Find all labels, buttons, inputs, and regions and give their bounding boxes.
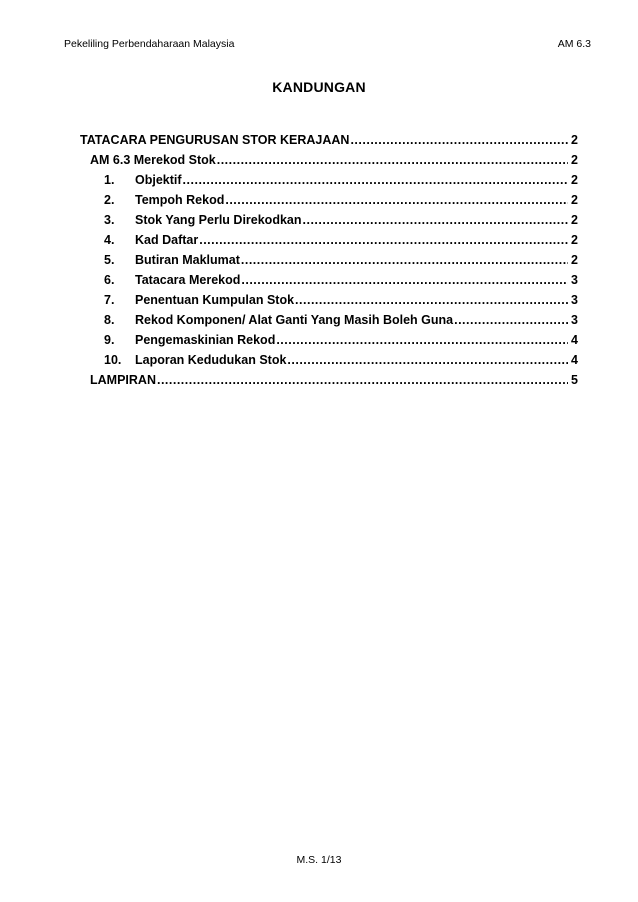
toc-leader-dots: [287, 350, 568, 370]
toc-entry-page: 2: [571, 193, 578, 207]
toc-entry-page: 3: [571, 293, 578, 307]
running-header-code: AM 6.3: [557, 38, 591, 50]
toc-entry-page: 2: [571, 253, 578, 267]
toc-entry-label: Laporan Kedudukan Stok: [135, 353, 287, 367]
running-header-title: Pekeliling Perbendaharaan Malaysia: [64, 38, 235, 50]
toc-leader-dots: [276, 330, 568, 350]
toc-entry-number: 6.: [104, 273, 115, 287]
toc-leader-dots: [217, 150, 568, 170]
toc-entry-appendix[interactable]: [80, 370, 578, 390]
toc-entry-section[interactable]: [80, 130, 578, 150]
toc-entry-page: 3: [571, 273, 578, 287]
toc-entry-label: AM 6.3 Merekod Stok: [90, 153, 216, 167]
toc-entry-label: Objektif: [135, 173, 182, 187]
toc-entry-page: 2: [571, 153, 578, 167]
toc-entry-label: Butiran Maklumat: [135, 253, 240, 267]
toc-entry-page: 2: [571, 173, 578, 187]
toc-entry-number: 7.: [104, 293, 115, 307]
toc-entry-number: 8.: [104, 313, 115, 327]
toc-entry-page: 4: [571, 333, 578, 347]
toc-entry-label: Rekod Komponen/ Alat Ganti Yang Masih Boleh Guna: [135, 313, 454, 327]
toc-entry-number: 2.: [104, 193, 115, 207]
toc-entry-label: Kad Daftar: [135, 233, 199, 247]
toc-entry-item[interactable]: [80, 270, 578, 290]
toc-entry-page: 3: [571, 313, 578, 327]
toc-entry-item[interactable]: [80, 170, 578, 190]
toc-entry-item[interactable]: [80, 290, 578, 310]
table-of-contents: [80, 130, 578, 390]
toc-entry-label: Stok Yang Perlu Direkodkan: [135, 213, 302, 227]
toc-entry-item[interactable]: [80, 250, 578, 270]
toc-entry-item[interactable]: [80, 210, 578, 230]
toc-entry-subsection[interactable]: [80, 150, 578, 170]
toc-entry-label: Pengemaskinian Rekod: [135, 333, 276, 347]
toc-entry-number: 1.: [104, 173, 115, 187]
toc-entry-item[interactable]: [80, 310, 578, 330]
toc-entry-item[interactable]: [80, 230, 578, 250]
toc-entry-item[interactable]: [80, 190, 578, 210]
toc-entry-label: LAMPIRAN: [90, 373, 156, 387]
page-title: KANDUNGAN: [272, 79, 366, 95]
toc-leader-dots: [241, 270, 568, 290]
toc-entry-number: 5.: [104, 253, 115, 267]
toc-leader-dots: [225, 190, 568, 210]
toc-leader-dots: [241, 250, 568, 270]
toc-leader-dots: [183, 170, 569, 190]
toc-entry-label: TATACARA PENGURUSAN STOR KERAJAAN: [80, 133, 350, 147]
toc-entry-label: Tatacara Merekod: [135, 273, 241, 287]
toc-entry-item[interactable]: [80, 350, 578, 370]
toc-entry-label: Penentuan Kumpulan Stok: [135, 293, 295, 307]
toc-entry-label: Tempoh Rekod: [135, 193, 225, 207]
toc-leader-dots: [295, 290, 568, 310]
toc-entry-page: 2: [571, 213, 578, 227]
toc-leader-dots: [350, 130, 568, 150]
toc-leader-dots: [303, 210, 569, 230]
toc-entry-number: 4.: [104, 233, 115, 247]
toc-entry-number: 10.: [104, 353, 122, 367]
toc-entry-item[interactable]: [80, 330, 578, 350]
toc-entry-page: 5: [571, 373, 578, 387]
toc-leader-dots: [454, 310, 568, 330]
toc-entry-page: 2: [571, 233, 578, 247]
toc-entry-page: 4: [571, 353, 578, 367]
toc-leader-dots: [157, 370, 568, 390]
page-number: M.S. 1/13: [296, 854, 342, 866]
toc-entry-page: 2: [571, 133, 578, 147]
toc-entry-number: 3.: [104, 213, 115, 227]
toc-leader-dots: [199, 230, 568, 250]
toc-entry-number: 9.: [104, 333, 115, 347]
